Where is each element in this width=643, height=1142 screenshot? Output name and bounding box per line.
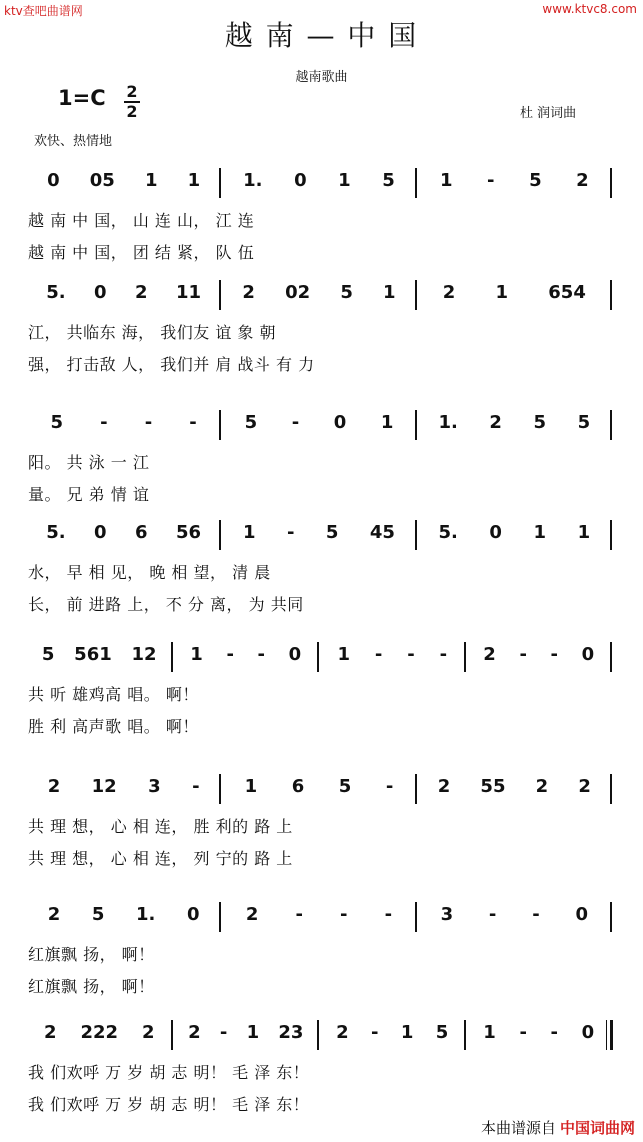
- measure: [227, 282, 410, 303]
- note: 1: [380, 412, 394, 433]
- measure: [325, 1022, 460, 1043]
- measure: [227, 904, 410, 925]
- note: -: [519, 644, 527, 665]
- note: 5: [435, 1022, 449, 1043]
- lyric-verse-2: 越 南 中 国， 团 结 紧， 队 伍: [28, 243, 255, 262]
- notes-row: [28, 518, 618, 554]
- note: 0: [489, 522, 502, 543]
- lyric-verse-1: 江， 共临东 海， 我们友 谊 象 朝: [28, 323, 277, 342]
- note: -: [550, 1022, 559, 1043]
- key-signature: 1=C: [58, 86, 106, 110]
- score-system: [28, 772, 618, 882]
- note: 2: [245, 904, 259, 925]
- note: 0: [94, 522, 107, 543]
- barline: [610, 1020, 613, 1050]
- barline: [610, 168, 612, 198]
- note: 0: [294, 170, 307, 191]
- tempo-marking: 欢快、热情地: [34, 134, 113, 149]
- note: 2: [242, 282, 255, 303]
- lyric-verse-2: 胜 利 高声歌 唱。 啊！: [28, 717, 199, 736]
- measure: [32, 282, 215, 303]
- score-system: [28, 1018, 618, 1128]
- note: 2: [47, 904, 61, 925]
- measure: [32, 412, 215, 433]
- score-system: [28, 278, 618, 388]
- barline: [219, 410, 221, 440]
- note: 1: [495, 282, 509, 303]
- note: -: [374, 644, 383, 665]
- note: 5: [244, 412, 258, 433]
- barline: [415, 774, 417, 804]
- note: 654: [548, 282, 586, 303]
- measure: [472, 644, 607, 665]
- barline: [219, 280, 221, 310]
- notes-row: [28, 1018, 618, 1054]
- note: 561: [74, 644, 112, 665]
- measure: [32, 776, 215, 797]
- notes-row: [28, 408, 618, 444]
- measure: [227, 522, 410, 543]
- measure: [227, 412, 410, 433]
- note: 2: [141, 1022, 155, 1043]
- barline: [317, 642, 319, 672]
- note: 1: [243, 522, 256, 543]
- measure: [32, 904, 215, 925]
- note: -: [407, 644, 415, 665]
- note: -: [295, 904, 303, 925]
- notes-row: [28, 166, 618, 202]
- barline: [610, 280, 612, 310]
- note: -: [550, 644, 559, 665]
- note: 1.: [438, 412, 458, 433]
- song-title: 越 南 — 中 国: [224, 19, 419, 52]
- note: -: [100, 412, 108, 433]
- lyric-verse-1: 红旗飘 扬， 啊！: [28, 945, 155, 964]
- note: 1: [338, 170, 351, 191]
- barline: [219, 520, 221, 550]
- footer-site-link[interactable]: 中国词曲网: [559, 1119, 635, 1137]
- note: -: [192, 776, 200, 797]
- note: -: [286, 522, 295, 543]
- note: 5: [529, 170, 542, 191]
- note: 12: [91, 776, 117, 797]
- note: 1: [246, 1022, 260, 1043]
- note: 55: [480, 776, 506, 797]
- note: 0: [94, 282, 107, 303]
- note: 2: [437, 776, 451, 797]
- note: 2: [43, 1022, 57, 1043]
- barline: [610, 520, 612, 550]
- note: 1.: [243, 170, 263, 191]
- measure: [32, 170, 215, 191]
- note: -: [384, 904, 393, 925]
- note: 5.: [438, 522, 458, 543]
- barline: [610, 410, 612, 440]
- note: 1: [337, 644, 350, 665]
- barline: [415, 280, 417, 310]
- measure: [472, 1022, 607, 1043]
- note: -: [226, 644, 234, 665]
- barline: [219, 774, 221, 804]
- watermark-right: www.ktvc8.com: [542, 2, 637, 16]
- meter-bottom: 2: [126, 102, 138, 121]
- footer: [481, 1117, 635, 1138]
- note: -: [439, 644, 448, 665]
- song-subtitle: 越南歌曲: [295, 70, 348, 85]
- note: 5: [338, 776, 352, 797]
- lyric-verse-2: 我 们欢呼 万 岁 胡 志 明！ 毛 泽 东！: [28, 1095, 310, 1114]
- lyric-verse-1: 水， 早 相 见， 晚 相 望， 清 晨: [28, 563, 271, 582]
- measure: [325, 644, 460, 665]
- note: -: [519, 1022, 527, 1043]
- barline: [415, 902, 417, 932]
- note: 2: [47, 776, 61, 797]
- measure: [32, 644, 167, 665]
- note: 5.: [46, 522, 66, 543]
- note: 2: [135, 282, 148, 303]
- notes-row: [28, 772, 618, 808]
- note: -: [340, 904, 348, 925]
- score-system: [28, 900, 618, 1010]
- notes-row: [28, 900, 618, 936]
- measure: [423, 282, 606, 303]
- note: -: [189, 412, 197, 433]
- note: 02: [285, 282, 311, 303]
- note: 1: [400, 1022, 414, 1043]
- lyric-verse-1: 阳。 共 泳 一 江: [28, 453, 150, 472]
- measure: [179, 1022, 314, 1043]
- note: 2: [576, 170, 589, 191]
- note: -: [257, 644, 266, 665]
- lyric-verse-1: 共 听 雄鸡高 唱。 啊！: [28, 685, 199, 704]
- barline: [610, 774, 612, 804]
- note: 5: [91, 904, 105, 925]
- note: 1: [533, 522, 547, 543]
- notes-row: [28, 278, 618, 314]
- note: 1: [187, 170, 201, 191]
- note: 5: [325, 522, 339, 543]
- barline: [171, 1020, 173, 1050]
- notes-row: [28, 640, 618, 676]
- note: 5: [533, 412, 547, 433]
- score-system: [28, 640, 618, 750]
- time-signature: [124, 84, 140, 120]
- note: 0: [575, 904, 589, 925]
- note: 0: [333, 412, 347, 433]
- lyric-verse-1: 我 们欢呼 万 岁 胡 志 明！ 毛 泽 东！: [28, 1063, 310, 1082]
- note: -: [371, 1022, 379, 1043]
- note: 45: [369, 522, 395, 543]
- note: 6: [291, 776, 305, 797]
- note: 5: [577, 412, 591, 433]
- note: 0: [47, 170, 60, 191]
- note: 222: [80, 1022, 119, 1043]
- note: 3: [440, 904, 454, 925]
- barline: [317, 1020, 319, 1050]
- note: 1: [577, 522, 591, 543]
- lyric-verse-2: 红旗飘 扬， 啊！: [28, 977, 155, 996]
- barline: [464, 1020, 466, 1050]
- barline: [219, 902, 221, 932]
- note: 23: [278, 1022, 304, 1043]
- score-system: [28, 518, 618, 628]
- barline: [415, 168, 417, 198]
- measure: [32, 1022, 167, 1043]
- author-credit: 杜 润词曲: [520, 106, 577, 121]
- note: 1.: [136, 904, 156, 925]
- note: 2: [578, 776, 591, 797]
- measure: [423, 776, 606, 797]
- watermark-left: ktv查吧曲谱网: [4, 4, 83, 18]
- note: 56: [176, 522, 202, 543]
- note: 1: [483, 1022, 496, 1043]
- barline: [610, 902, 612, 932]
- note: 1: [144, 170, 158, 191]
- note: -: [385, 776, 394, 797]
- lyric-verse-2: 强， 打击敌 人， 我们并 肩 战斗 有 力: [28, 355, 315, 374]
- lyric-verse-2: 共 理 想， 心 相 连， 列 宁的 路 上: [28, 849, 293, 868]
- note: 2: [489, 412, 502, 433]
- lyric-verse-2: 长， 前 进路 上， 不 分 离， 为 共同: [28, 595, 304, 614]
- footer-source: 本曲谱源自: [480, 1119, 556, 1137]
- note: -: [291, 412, 300, 433]
- barline: [171, 642, 173, 672]
- note: 5: [50, 412, 64, 433]
- measure: [423, 412, 606, 433]
- note: -: [144, 412, 153, 433]
- note: -: [488, 904, 497, 925]
- measure: [423, 904, 606, 925]
- barline: [464, 642, 466, 672]
- note: 5.: [46, 282, 66, 303]
- note: 0: [581, 1022, 595, 1043]
- measure: [179, 644, 314, 665]
- measure: [227, 170, 410, 191]
- measure: [32, 522, 215, 543]
- meter-top: 2: [126, 82, 138, 101]
- note: 3: [148, 776, 161, 797]
- barline: [610, 642, 612, 672]
- barline: [415, 520, 417, 550]
- barline: [219, 168, 221, 198]
- note: 1: [439, 170, 453, 191]
- measure: [423, 522, 606, 543]
- note: 1: [383, 282, 396, 303]
- note: 2: [483, 644, 496, 665]
- lyric-verse-1: 越 南 中 国， 山 连 山， 江 连: [28, 211, 255, 230]
- note: -: [219, 1022, 228, 1043]
- note: 2: [442, 282, 456, 303]
- note: 0: [581, 644, 595, 665]
- note: -: [487, 170, 495, 191]
- note: 2: [535, 776, 549, 797]
- note: 2: [336, 1022, 349, 1043]
- lyric-verse-2: 量。 兄 弟 情 谊: [28, 485, 150, 504]
- note: 2: [188, 1022, 201, 1043]
- note: 1: [190, 644, 203, 665]
- note: -: [532, 904, 540, 925]
- measure: [423, 170, 606, 191]
- barline: [415, 410, 417, 440]
- note: 05: [89, 170, 115, 191]
- note: 1: [244, 776, 258, 797]
- note: 5: [41, 644, 55, 665]
- score-system: [28, 408, 618, 518]
- score-system: [28, 166, 618, 276]
- lyric-verse-1: 共 理 想， 心 相 连， 胜 利的 路 上: [28, 817, 293, 836]
- note: 6: [135, 522, 148, 543]
- note: 0: [288, 644, 302, 665]
- note: 11: [176, 282, 202, 303]
- note: 12: [131, 644, 157, 665]
- note: 5: [382, 170, 395, 191]
- measure: [227, 776, 410, 797]
- note: 5: [340, 282, 353, 303]
- note: 0: [186, 904, 200, 925]
